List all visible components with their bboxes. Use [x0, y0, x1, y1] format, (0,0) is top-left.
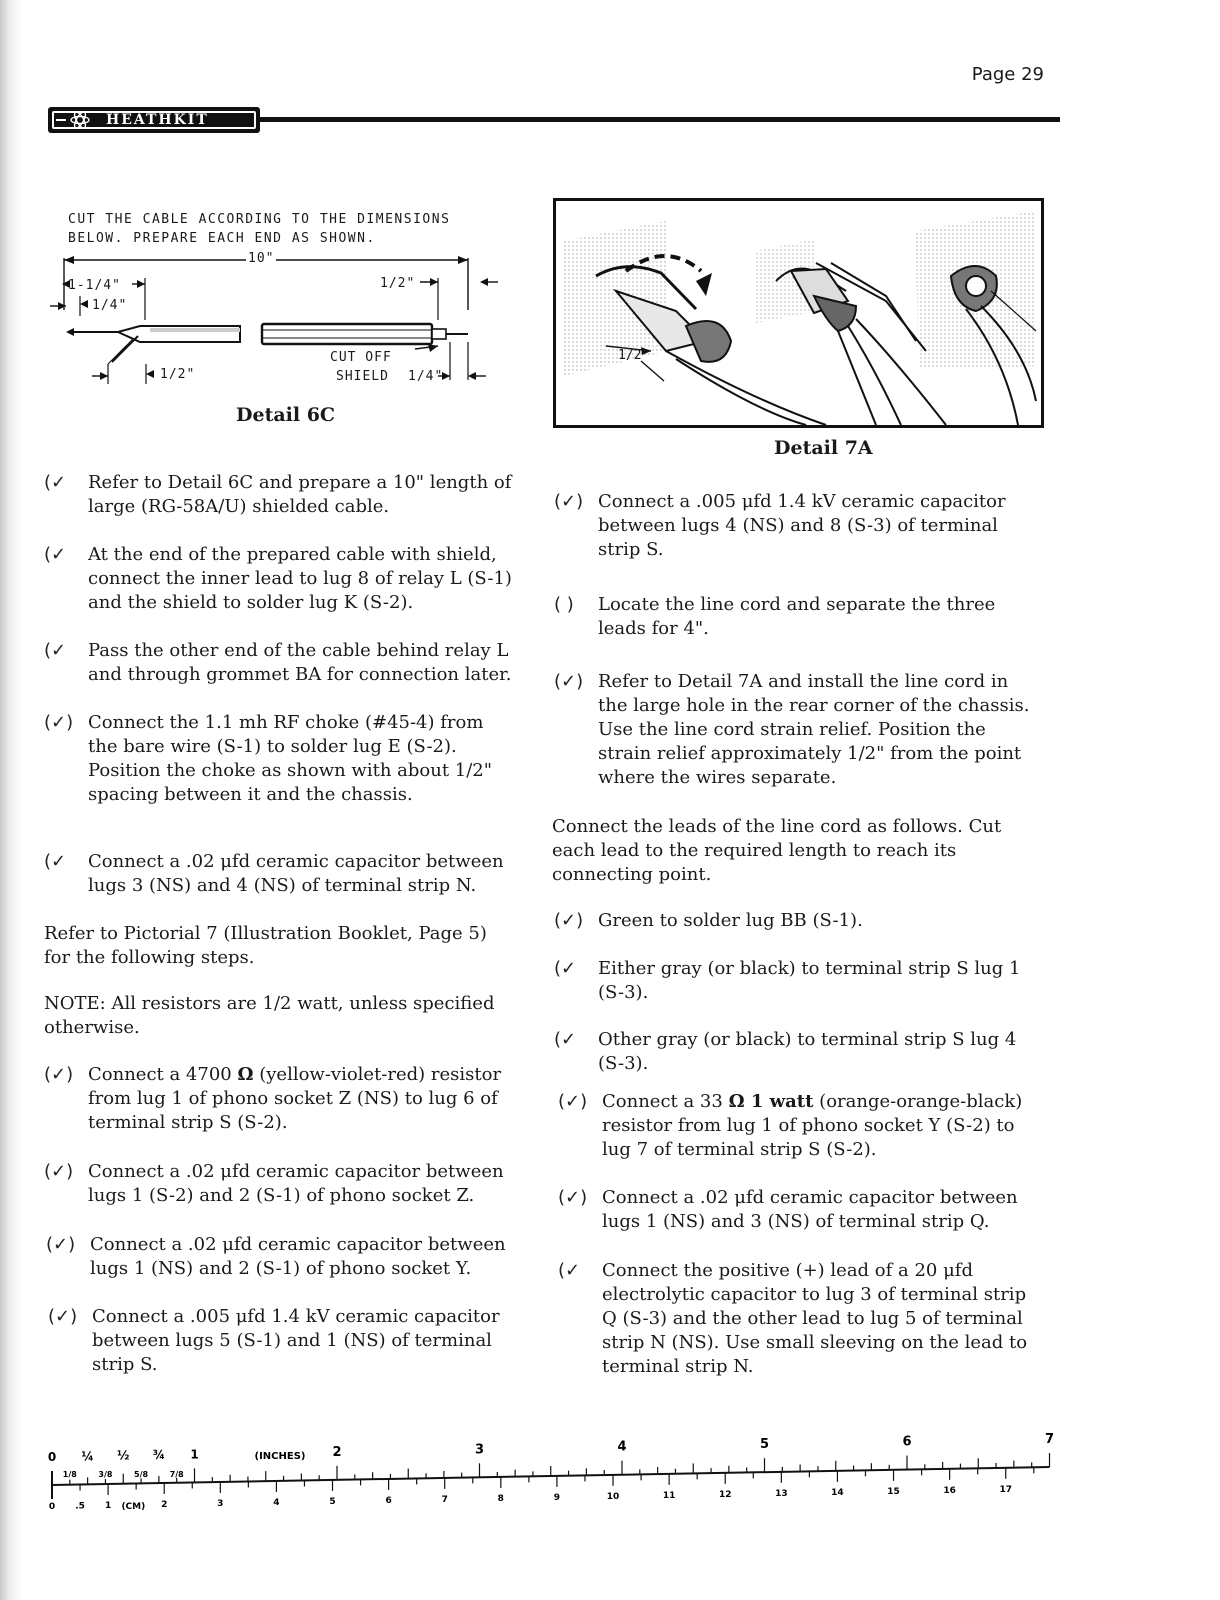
checkbox-mark[interactable]: (✓) — [44, 1161, 74, 1182]
step-text: Connect a .02 μfd ceramic capacitor between lugs 1 (S-2) and 2 (S-1) of phono socket Z. — [88, 1161, 504, 1206]
shield-label: SHIELD — [336, 369, 389, 384]
step-text: Other gray (or black) to terminal strip S lug 4 (S-3). — [598, 1029, 1017, 1074]
checkbox-mark[interactable]: (✓) — [554, 671, 584, 692]
step-text: At the end of the prepared cable with shield, connect the inner lead to lug 8 of relay L (S-1) and the shield to solder lug K (S-2). — [88, 544, 512, 613]
page-number: Page 29 — [971, 64, 1044, 85]
inches-unit-label: (INCHES) — [254, 1451, 306, 1462]
detail-6c-instructions — [68, 210, 450, 248]
checkbox-mark[interactable]: (✓ — [44, 544, 67, 565]
cm-label: 14 — [831, 1487, 844, 1498]
checkbox-mark[interactable]: (✓ — [554, 1029, 577, 1050]
step-right-6[interactable] — [554, 1028, 1038, 1076]
step-left-8[interactable] — [46, 1233, 518, 1281]
resistor-note: NOTE: All resistors are 1/2 watt, unless specified otherwise. — [44, 993, 495, 1038]
step-text: Pass the other end of the cable behind relay L and through grommet BA for connection later. — [88, 640, 512, 685]
step-right-4[interactable] — [554, 909, 1038, 933]
step-text: Green to solder lug BB (S-1). — [598, 910, 863, 931]
checkbox-mark[interactable]: (✓) — [554, 910, 584, 931]
cm-label: 2 — [161, 1499, 168, 1510]
step-text: Connect a .02 μfd ceramic capacitor between lugs 1 (NS) and 2 (S-1) of phono socket Y. — [90, 1234, 506, 1279]
checkbox-mark[interactable]: (✓) — [558, 1187, 588, 1208]
fraction-label: 5/8 — [134, 1470, 149, 1479]
pictorial-reference: Refer to Pictorial 7 (Illustration Booklet, Page 5) for the following steps. — [44, 923, 487, 968]
inch-label: 5 — [759, 1437, 770, 1453]
cm-label: 16 — [943, 1485, 956, 1496]
step-text: Connect the positive (+) lead of a 20 μfd electrolytic capacitor to lug 3 of terminal strip Q (S-3) and the other lead to lug 5 of terminal strip N (NS). Use small sleeving on the lead to terminal strip N. — [602, 1260, 1028, 1377]
step-text: Either gray (or black) to terminal strip S lug 1 (S-3). — [598, 958, 1021, 1003]
detail-7a-dimension: 1/2" — [618, 348, 650, 363]
cm-label: 4 — [273, 1497, 280, 1508]
detail-6c-instruction-line1: CUT THE CABLE ACCORDING TO THE DIMENSIONS — [68, 212, 451, 227]
fraction-label: 7/8 — [169, 1470, 184, 1479]
dimension-10-inch: 10" — [248, 251, 275, 266]
inch-label: 4 — [617, 1439, 627, 1455]
cm-label: .5 — [75, 1501, 85, 1512]
step-right-2[interactable] — [554, 593, 1038, 641]
step-left-9[interactable] — [48, 1305, 520, 1377]
detail-6c-instruction-line2: BELOW. PREPARE EACH END AS SHOWN. — [68, 231, 376, 246]
line-cord-intro: Connect the leads of the line cord as follows. Cut each lead to the required length to reach its connecting point. — [552, 816, 1002, 885]
step-text-post: (yellow-violet-red) resistor from lug 1 of phono socket Z (NS) to lug 6 of terminal strip S (S-2). — [88, 1064, 502, 1133]
cm-label: 0 — [48, 1502, 56, 1512]
cm-unit-label: (CM) — [121, 1502, 146, 1512]
inch-label: 1 — [190, 1447, 199, 1462]
cm-label: 17 — [999, 1484, 1013, 1495]
cm-label: 11 — [662, 1490, 676, 1501]
wattage-bold: 1 watt — [744, 1091, 814, 1112]
fraction-label: 1/8 — [62, 1470, 77, 1479]
checkbox-mark[interactable]: (✓) — [44, 1064, 74, 1085]
dimension-1-2-inch-bottom: 1/2" — [160, 367, 196, 382]
checkbox-mark[interactable]: (✓ — [44, 472, 67, 493]
cut-off-label: CUT OFF — [330, 350, 392, 365]
inch-label: ¾ — [152, 1448, 166, 1463]
step-right-3[interactable] — [554, 670, 1038, 790]
step-left-5[interactable] — [44, 850, 513, 898]
step-text: Refer to Detail 7A and install the line cord in the large hole in the rear corner of the chassis. Use the line cord strain relief. Position the strain relief approximately 1/2" from the point where the wires separate. — [598, 671, 1030, 788]
checkbox-mark[interactable]: (✓ — [558, 1260, 581, 1281]
step-right-9[interactable] — [558, 1259, 1040, 1379]
detail-6c-caption: Detail 6C — [236, 404, 336, 426]
brand-name: HEATHKIT — [52, 111, 256, 129]
detail-7a-illustration — [556, 201, 1041, 425]
header-bar — [48, 107, 1060, 135]
step-text: Connect a .02 μfd ceramic capacitor between lugs 1 (NS) and 3 (NS) of terminal strip Q. — [602, 1187, 1018, 1232]
dimension-1-2-inch-right: 1/2" — [380, 276, 416, 291]
checkbox-mark[interactable]: (✓ — [44, 640, 67, 661]
step-left-4[interactable] — [44, 711, 513, 807]
step-text: Refer to Detail 6C and prepare a 10" length of large (RG-58A/U) shielded cable. — [88, 472, 512, 517]
dimension-1-1-4-inch: 1-1/4" — [68, 278, 121, 293]
step-right-8[interactable] — [558, 1186, 1040, 1234]
checkbox-mark[interactable]: (✓) — [48, 1306, 78, 1327]
cm-label: 5 — [329, 1496, 336, 1507]
step-right-5[interactable] — [554, 957, 1038, 1005]
cm-label: 13 — [775, 1488, 788, 1499]
checkbox-mark[interactable]: ( ) — [554, 594, 574, 615]
ohm-symbol: Ω — [728, 1091, 745, 1112]
step-text: Locate the line cord and separate the three leads for 4". — [598, 594, 996, 639]
ruler-scale — [44, 1425, 1055, 1535]
checkbox-mark[interactable]: (✓) — [44, 712, 74, 733]
step-text-pre: Connect a 33 — [602, 1091, 729, 1112]
checkbox-mark[interactable]: (✓) — [46, 1234, 76, 1255]
checkbox-mark[interactable]: (✓) — [554, 491, 584, 512]
page-binding-edge — [0, 0, 22, 1600]
dimension-1-4-inch-top: 1/4" — [92, 298, 128, 313]
checkbox-mark[interactable]: (✓ — [44, 851, 67, 872]
step-text: Connect a .005 μfd 1.4 kV ceramic capacitor between lugs 4 (NS) and 8 (S-3) of terminal strip S. — [598, 491, 1006, 560]
detail-7a-figure — [553, 198, 1044, 428]
heathkit-logo — [48, 107, 260, 133]
dimension-1-4-inch-right: 1/4" — [408, 369, 444, 384]
inch-label: 6 — [902, 1434, 912, 1450]
step-text: Connect the 1.1 mh RF choke (#45-4) from the bare wire (S-1) to solder lug E (S-2). Position the choke as shown with about 1/2" spacing between it and the chassis. — [88, 712, 493, 805]
step-text: Connect a .02 μfd ceramic capacitor between lugs 3 (NS) and 4 (NS) of terminal strip N. — [88, 851, 504, 896]
inch-label: 0 — [47, 1450, 57, 1464]
step-left-6[interactable] — [44, 1063, 516, 1135]
checkbox-mark[interactable]: (✓ — [554, 958, 577, 979]
inch-label: 7 — [1044, 1432, 1055, 1447]
ohm-symbol: Ω — [237, 1064, 254, 1085]
inch-label: 3 — [474, 1442, 485, 1458]
fraction-label: 3/8 — [98, 1470, 113, 1479]
cm-label: 9 — [553, 1492, 561, 1503]
cm-label: 7 — [441, 1494, 448, 1505]
step-left-7[interactable] — [44, 1160, 516, 1208]
step-text: Connect a .005 μfd 1.4 kV ceramic capacitor between lugs 5 (S-1) and 1 (NS) of terminal strip S. — [92, 1306, 500, 1375]
cm-label: 8 — [497, 1493, 504, 1504]
step-left-2[interactable] — [44, 543, 513, 615]
cm-label: 15 — [887, 1486, 900, 1497]
cm-label: 3 — [217, 1498, 224, 1509]
cm-label: 6 — [385, 1495, 392, 1506]
step-left-3[interactable] — [44, 639, 513, 687]
detail-7a-caption: Detail 7A — [774, 437, 873, 459]
inch-label: ½ — [117, 1448, 130, 1463]
cm-label: 1 — [104, 1500, 112, 1511]
measurement-ruler — [44, 1425, 1055, 1535]
step-right-1[interactable] — [554, 490, 1038, 562]
header-rule — [258, 117, 1060, 122]
cm-label: 12 — [718, 1489, 732, 1500]
inch-label: ¼ — [81, 1449, 94, 1464]
cm-label: 10 — [606, 1491, 620, 1502]
step-left-1[interactable] — [44, 471, 513, 519]
inch-label: 2 — [332, 1444, 342, 1460]
step-text-post: (orange-orange-black) resistor from lug 1 of phono socket Y (S-2) to lug 7 of terminal strip S (S-2). — [602, 1091, 1023, 1160]
step-text-pre: Connect a 4700 — [88, 1064, 238, 1085]
checkbox-mark[interactable]: (✓) — [558, 1091, 588, 1112]
step-right-7[interactable] — [558, 1090, 1040, 1162]
